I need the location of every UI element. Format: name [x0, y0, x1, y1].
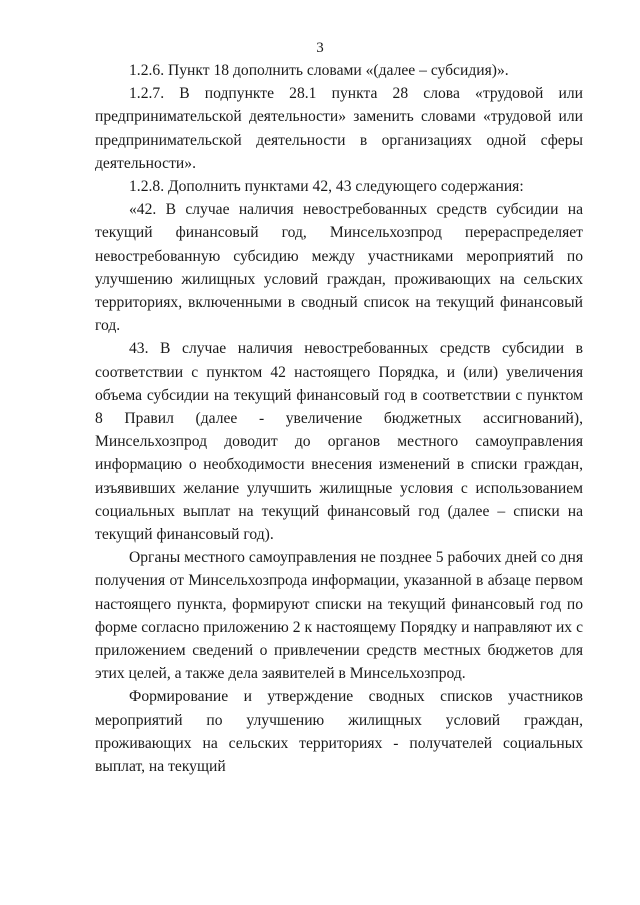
page-number: 3: [316, 40, 324, 56]
paragraph-1-2-8: 1.2.8. Дополнить пунктами 42, 43 следующего содержания:: [129, 178, 524, 196]
document-body: [95, 59, 583, 778]
paragraph-formation-lists: Формирование и утверждение сводных списков участников мероприятий по улучшению жилищных условий граждан, проживающих на сельских территориях - получателей социальных выплат, на текущий: [95, 688, 583, 776]
paragraph-1-2-6: 1.2.6. Пункт 18 дополнить словами «(далее – субсидия)».: [129, 62, 509, 79]
paragraph-1-2-7: 1.2.7. В подпункте 28.1 пункта 28 слова «трудовой или предпринимательской деятельности» заменить словами «трудовой или предпринимательской деятельности в организациях одной сферы деятельности».: [95, 85, 583, 172]
paragraph-point-43: 43. В случае наличия невостребованных средств субсидии в соответствии с пунктом 42 настоящего Порядка, и (или) увеличения объема субсидии на текущий финансовый год в соответствии с пунктом 8 Правил (далее - увеличение бюджетных ассигнований), Минсельхозпрод доводит до органов местного самоуправления информацию о необходимости внесения изменений в списки граждан, изъявивших желание улучшить жилищные условия с использованием социальных выплат на текущий финансовый год (далее – списки на текущий финансовый год).: [95, 340, 583, 544]
paragraph-point-42: «42. В случае наличия невостребованных средств субсидии на текущий финансовый год, Минсельхозпрод перераспределяет невостребованную субсидию между участниками мероприятий по улучшению жилищных условий граждан, проживающих на сельских территориях, включенными в сводный список на текущий финансовый год.: [95, 201, 583, 335]
paragraph-local-authorities: Органы местного самоуправления не позднее 5 рабочих дней со дня получения от Минсельхозпрода информации, указанной в абзаце первом настоящего пункта, формируют списки на текущий финансовый год по форме согласно приложению 2 к настоящему Порядку и направляют их с приложением сведений о привлечении средств местных бюджетов для этих целей, а также дела заявителей в Минсельхозпрод.: [95, 549, 583, 683]
